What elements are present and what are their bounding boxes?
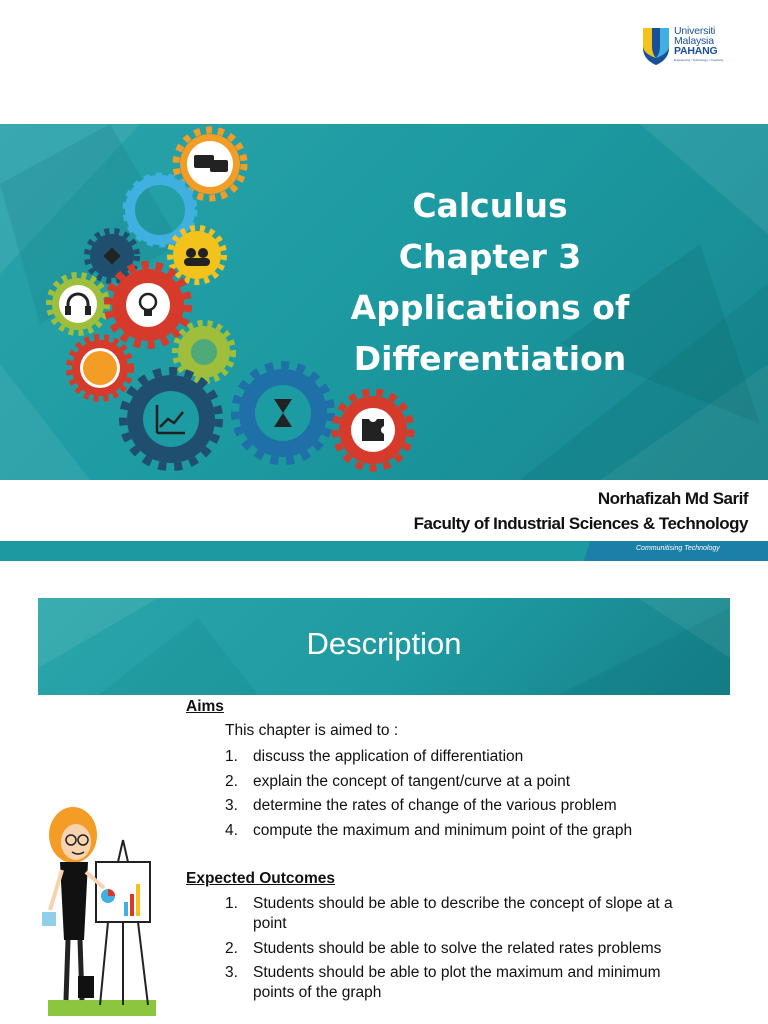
title-line-1: Calculus: [412, 186, 568, 225]
list-item: [225, 939, 705, 959]
author-faculty: Faculty of Industrial Sciences & Technology: [413, 514, 748, 533]
footer-tagline: Communitising Technology: [636, 545, 720, 552]
puzzle-gear-icon: [335, 392, 411, 468]
logo-line-3: PAHANG: [674, 45, 718, 57]
ring-gear-2-icon: [175, 323, 233, 381]
list-number: 4.: [225, 821, 238, 839]
title-line-4: Differentiation: [353, 339, 627, 378]
author-name: Norhafizah Md Sarif: [597, 489, 748, 508]
hourglass-gear-icon: [235, 365, 331, 461]
aims-list: [225, 747, 705, 845]
list-item: [225, 821, 705, 841]
list-number: 1.: [225, 895, 238, 912]
list-item: [225, 963, 705, 1003]
chart-gear-icon: [123, 371, 219, 467]
list-item: [225, 796, 705, 816]
title-line-3: Applications of: [350, 288, 630, 327]
list-number: 2.: [225, 772, 238, 790]
list-number: 2.: [225, 939, 238, 957]
outcomes-heading: Expected Outcomes: [186, 870, 336, 887]
shield-icon: [641, 26, 671, 66]
list-item: [225, 772, 705, 792]
aims-intro: This chapter is aimed to :: [225, 722, 399, 739]
logo-tagline: Engineering • Technology • Creativity: [674, 58, 724, 62]
description-title: Description: [306, 626, 462, 661]
title-line-2: Chapter 3: [398, 237, 582, 276]
list-item: [225, 894, 705, 934]
logo-line-1: Universiti: [674, 25, 716, 37]
tag-gear-icon: [87, 231, 137, 281]
university-logo: [641, 24, 741, 68]
aims-heading: Aims: [186, 698, 224, 715]
list-text: Students should be able to plot the maximum and minimum points of the graph: [253, 964, 661, 1001]
presentation-title: [330, 180, 650, 384]
list-number: 3.: [225, 797, 238, 814]
list-item: [225, 747, 705, 767]
list-number: 1.: [225, 748, 238, 765]
list-text: determine the rates of change of the various problem: [253, 797, 617, 814]
list-text: explain the concept of tangent/curve at a point: [253, 772, 571, 790]
description-banner: [38, 598, 730, 695]
list-text: Students should be able to solve the related rates problems: [253, 939, 662, 957]
list-number: 3.: [225, 964, 238, 981]
teacher-illustration: [38, 800, 163, 1020]
outcomes-list: [225, 894, 705, 1008]
list-text: discuss the application of differentiation: [253, 748, 524, 765]
title-banner: [0, 124, 768, 480]
list-text: Students should be able to describe the concept of slope at a point: [253, 895, 673, 932]
headphones-gear-icon: [49, 275, 107, 333]
logo-line-2: Malaysia: [674, 35, 714, 47]
logo-wordmark: [674, 26, 718, 56]
author-block: [414, 486, 748, 536]
lightbulb-gear-icon: [108, 265, 188, 345]
orange-gear-icon: [69, 337, 131, 399]
list-text: compute the maximum and minimum point of the graph: [253, 821, 633, 839]
